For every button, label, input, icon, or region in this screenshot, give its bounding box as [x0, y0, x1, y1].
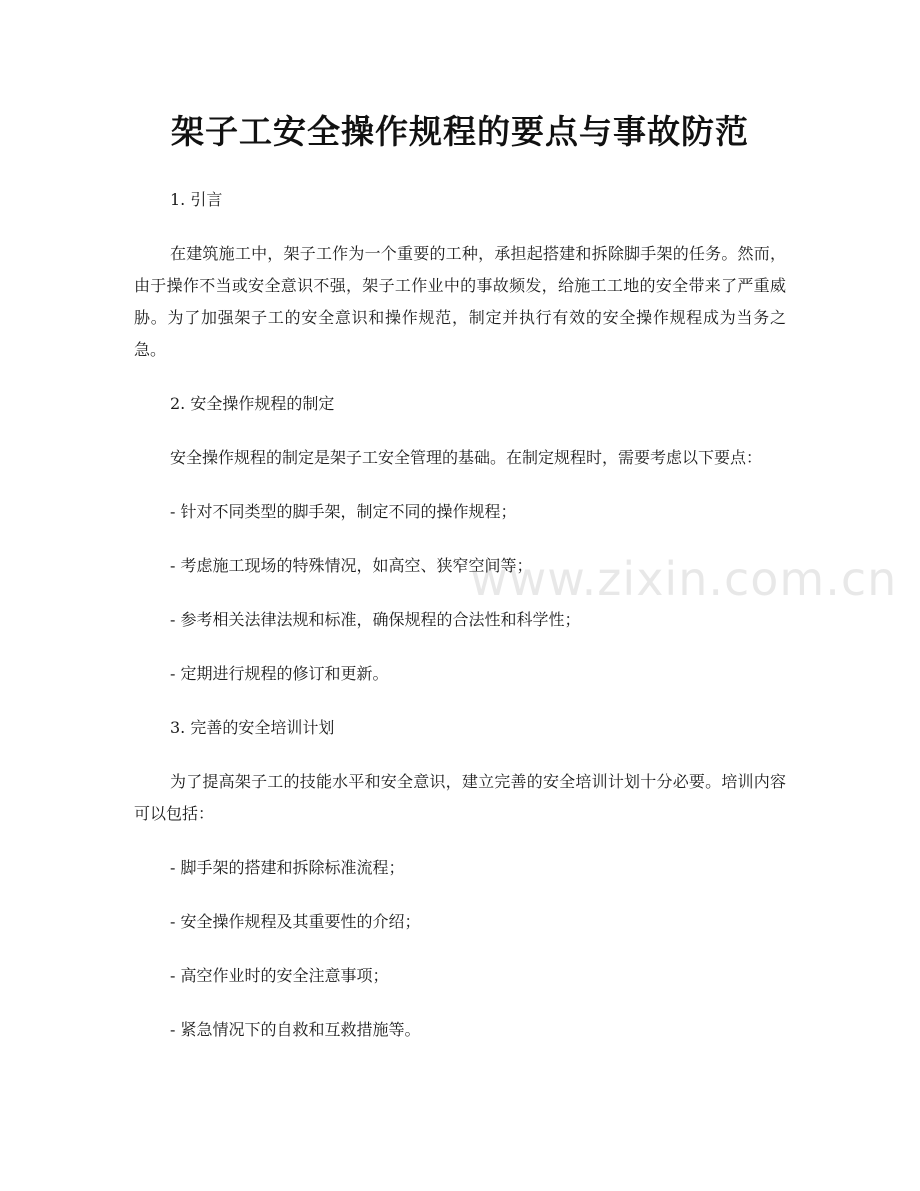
- paragraph: 安全操作规程的制定是架子工安全管理的基础。在制定规程时，需要考虑以下要点：: [170, 448, 763, 467]
- section-heading: 2. 安全操作规程的制定: [170, 394, 335, 413]
- list-item: - 定期进行规程的修订和更新。: [170, 664, 389, 683]
- section-heading: 3. 完善的安全培训计划: [170, 718, 335, 737]
- list-item: - 考虑施工现场的特殊情况，如高空、狭窄空间等；: [170, 556, 533, 575]
- paragraph: 在建筑施工中，架子工作为一个重要的工种，承担起搭建和拆除脚手架的任务。然而，由于操作不当或安全意识不强，架子工作业中的事故频发，给施工工地的安全带来了严重威胁。为了加强架子工的安全意识和操作规范，制定并执行有效的安全操作规程成为当务之急。: [134, 244, 786, 359]
- list-item: - 高空作业时的安全注意事项；: [170, 966, 389, 985]
- list-item: - 紧急情况下的自救和互救措施等。: [170, 1020, 421, 1039]
- list-item: - 安全操作规程及其重要性的介绍；: [170, 912, 421, 931]
- watermark: www.zixin.com.cn: [470, 552, 898, 606]
- list-item: - 参考相关法律法规和标准，确保规程的合法性和科学性；: [170, 610, 581, 629]
- paragraph: 为了提高架子工的技能水平和安全意识，建立完善的安全培训计划十分必要。培训内容可以包括：: [134, 772, 786, 823]
- page-title: 架子工安全操作规程的要点与事故防范: [171, 112, 749, 151]
- list-item: - 针对不同类型的脚手架，制定不同的操作规程；: [170, 502, 517, 521]
- list-item: - 脚手架的搭建和拆除标准流程；: [170, 858, 405, 877]
- section-heading: 1. 引言: [170, 190, 223, 209]
- document-body: [134, 184, 786, 1068]
